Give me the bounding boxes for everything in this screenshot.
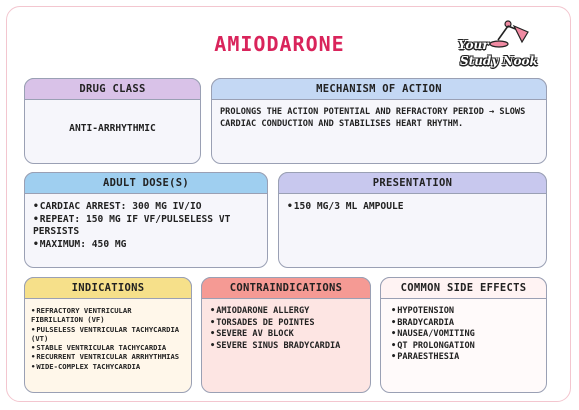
adult-dose-heading: ADULT DOSE(S)	[24, 172, 268, 194]
presentation-section	[278, 172, 547, 268]
mechanism-section	[211, 78, 547, 164]
list-item: • MAXIMUM: 450 MG	[33, 239, 261, 252]
list-item: • PULSELESS VENTRICULAR TACHYCARDIA (VT)	[31, 325, 185, 344]
contraindications-section	[201, 277, 371, 393]
presentation-list	[287, 201, 540, 213]
contraindications-list	[210, 306, 364, 352]
page-title: AMIODARONE	[214, 32, 345, 56]
drug-class-section	[24, 78, 201, 164]
list-item: • RECURRENT VENTRICULAR ARRHYTHMIAS	[31, 352, 185, 361]
logo-line-2: Study Nook	[460, 54, 538, 68]
desk-lamp-icon	[488, 18, 532, 58]
adult-dose-section	[24, 172, 268, 268]
indications-heading: INDICATIONS	[24, 277, 192, 299]
list-item: • NAUSEA/VOMITING	[391, 329, 540, 341]
list-item: • WIDE-COMPLEX TACHYCARDIA	[31, 362, 185, 371]
contraindications-heading: CONTRAINDICATIONS	[201, 277, 371, 299]
drug-class-heading: DRUG CLASS	[24, 78, 201, 100]
mechanism-text: PROLONGS THE ACTION POTENTIAL AND REFRACTORY PERIOD → SLOWS CARDIAC CONDUCTION AND STABILISES HEART RHYTHM.	[220, 107, 526, 129]
adult-dose-list	[33, 201, 261, 251]
list-item: • PARAESTHESIA	[391, 352, 540, 364]
list-item: • SEVERE AV BLOCK	[210, 329, 364, 341]
indications-list	[31, 306, 185, 371]
indications-section	[24, 277, 192, 393]
list-item: • REFRACTORY VENTRICULAR FIBRILLATION (VF)	[31, 306, 185, 325]
side-effects-section	[380, 277, 547, 393]
list-item: • HYPOTENSION	[391, 306, 540, 318]
mechanism-heading: MECHANISM OF ACTION	[211, 78, 547, 100]
drug-class-value: ANTI-ARRHYTHMIC	[69, 123, 156, 134]
list-item: • CARDIAC ARREST: 300 MG IV/IO	[33, 201, 261, 214]
presentation-heading: PRESENTATION	[278, 172, 547, 194]
side-effects-heading: COMMON SIDE EFFECTS	[380, 277, 547, 299]
list-item: • 150 MG/3 ML AMPOULE	[287, 201, 540, 213]
logo-line-1: Your	[458, 38, 489, 52]
side-effects-list	[391, 306, 540, 364]
list-item: • QT PROLONGATION	[391, 341, 540, 353]
list-item: • REPEAT: 150 MG IF VF/PULSELESS VT PERSISTS	[33, 214, 261, 239]
list-item: • AMIODARONE ALLERGY	[210, 306, 364, 318]
list-item: • STABLE VENTRICULAR TACHYCARDIA	[31, 343, 185, 352]
list-item: • BRADYCARDIA	[391, 318, 540, 330]
list-item: • TORSADES DE POINTES	[210, 318, 364, 330]
brand-logo	[452, 18, 536, 72]
list-item: • SEVERE SINUS BRADYCARDIA	[210, 341, 364, 353]
